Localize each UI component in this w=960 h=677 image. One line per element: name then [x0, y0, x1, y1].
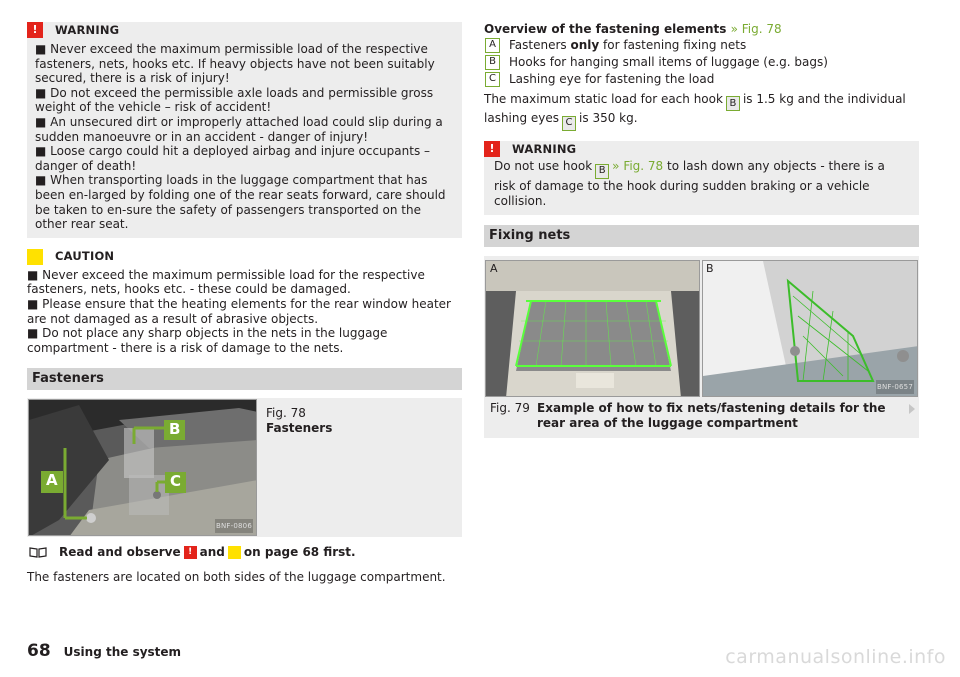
key-label: C	[485, 72, 500, 87]
overview-title: Overview of the fastening elements	[484, 22, 727, 36]
warning-item: ■ Loose cargo could hit a deployed airbag and injure occupants – danger of death!	[35, 144, 431, 173]
warning-text-part: to lash down any objects - there is a risk of damage to the hook during sudden braking or a vehicle collision.	[494, 159, 885, 208]
exclamation-icon: !	[484, 141, 500, 157]
list-item	[484, 54, 919, 71]
warning-item: ■ Never exceed the maximum permissible load of the respective fasteners, nets, hooks etc. If heavy objects have not been suitably secured, there is a risk of injury!	[35, 42, 435, 86]
warning-text	[494, 159, 909, 208]
footer-section: Using the system	[63, 645, 182, 659]
caution-body	[27, 268, 462, 356]
caution-header	[27, 249, 462, 265]
warning-header	[27, 22, 119, 38]
figure-78-image	[28, 399, 257, 536]
watermark: carmanualsonline.info	[725, 646, 946, 668]
overview-title-line	[484, 22, 919, 37]
figure-link[interactable]: » Fig. 78	[612, 159, 664, 174]
figure-label-b: B	[706, 262, 714, 276]
section-heading-fixing-nets: Fixing nets	[484, 225, 919, 247]
caution-icon	[27, 249, 43, 265]
item-text: Hooks for hanging small items of luggage (e.g. bags)	[509, 54, 828, 69]
read-and: and	[199, 544, 225, 559]
warning-text-part: Do not use hook	[494, 159, 593, 174]
caution-item: ■ Never exceed the maximum permissible load for the respective fasteners, nets, hooks etc. - these could be damaged.	[27, 267, 425, 297]
caution-icon	[228, 546, 241, 559]
item-text: Lashing eye for fastening the load	[509, 71, 715, 86]
warning-label: WARNING	[55, 22, 120, 37]
caution-item: ■ Do not place any sharp objects in the nets in the luggage compartment - there is a risk of damage to the nets.	[27, 326, 388, 355]
item-text-post: for fastening fixing nets	[599, 37, 747, 52]
warning-label: WARNING	[512, 141, 577, 156]
caution-label: CAUTION	[55, 249, 115, 264]
image-code: BNF-0657	[876, 380, 914, 395]
figure-label-a: A	[490, 262, 498, 276]
continue-arrow-icon	[909, 404, 915, 414]
page-number: 68	[27, 641, 51, 661]
read-and-observe-line	[27, 544, 462, 560]
key-label: B	[485, 55, 500, 70]
key-label: B	[595, 164, 609, 179]
image-code: BNF-0806	[215, 519, 253, 534]
read-prefix: Read and observe	[59, 544, 181, 559]
figure-79-image-a	[485, 260, 700, 397]
exclamation-icon: !	[184, 546, 197, 559]
load-info	[484, 92, 919, 132]
list-item	[484, 37, 919, 54]
figure-label-c: C	[170, 472, 182, 491]
caution-item: ■ Please ensure that the heating elements for the rear window heater are not damaged as a result of abrasive objects.	[27, 296, 451, 326]
key-label: B	[726, 96, 740, 111]
figure-79-panel	[484, 256, 919, 438]
luggage-net-illustration	[486, 261, 700, 397]
warning-item: ■ An unsecured dirt or improperly attached load could slip during a sudden manoeuvre or in an accident - danger of injury!	[35, 114, 443, 144]
warning-item: ■ Do not exceed the permissible axle loads and permissible gross weight of the vehicle – risk of accident!	[35, 85, 434, 115]
net-hook-detail-illustration	[703, 261, 918, 397]
load-text: The maximum static load for each hook	[484, 91, 723, 106]
section-heading-fasteners: Fasteners	[27, 368, 462, 390]
key-label: C	[562, 116, 576, 131]
book-icon	[29, 547, 47, 558]
figure-78-panel	[27, 398, 462, 537]
fasteners-body: The fasteners are located on both sides of the luggage compartment.	[27, 570, 446, 585]
figure-title: Example of how to fix nets/fastening details for the rear area of the luggage compartment	[537, 401, 886, 430]
exclamation-icon: !	[27, 22, 43, 38]
item-text-bold: only	[570, 37, 600, 52]
warning-box	[484, 141, 919, 215]
warning-header	[484, 141, 576, 157]
key-label: A	[485, 38, 500, 53]
figure-link[interactable]: » Fig. 78	[730, 22, 782, 36]
warning-item: ■ When transporting loads in the luggage compartment that has been en-larged by folding one of the rear seats forward, care should be taken to en-sure the safety of passengers transported on the other rear seat.	[35, 173, 446, 232]
figure-79-image-b	[702, 260, 918, 397]
figure-number: Fig. 79	[490, 401, 530, 416]
load-text: is 1.5 kg and the individual lashing eyes	[484, 91, 906, 126]
figure-number: Fig. 78	[266, 406, 306, 421]
left-column	[27, 22, 462, 585]
load-text: is 350 kg.	[579, 111, 638, 126]
read-suffix: on page 68 first.	[243, 544, 356, 559]
figure-79-caption	[484, 401, 912, 430]
figure-label-a: A	[46, 471, 58, 490]
luggage-compartment-illustration	[29, 400, 257, 536]
right-column	[484, 22, 919, 438]
warning-box	[27, 22, 462, 238]
figure-label-b: B	[169, 420, 181, 439]
page-footer	[27, 641, 182, 661]
item-text	[509, 38, 746, 53]
figure-title: Fasteners	[266, 420, 333, 435]
item-text-pre: Fasteners	[509, 37, 571, 52]
list-item	[484, 71, 919, 88]
figure-78-caption	[266, 406, 332, 435]
